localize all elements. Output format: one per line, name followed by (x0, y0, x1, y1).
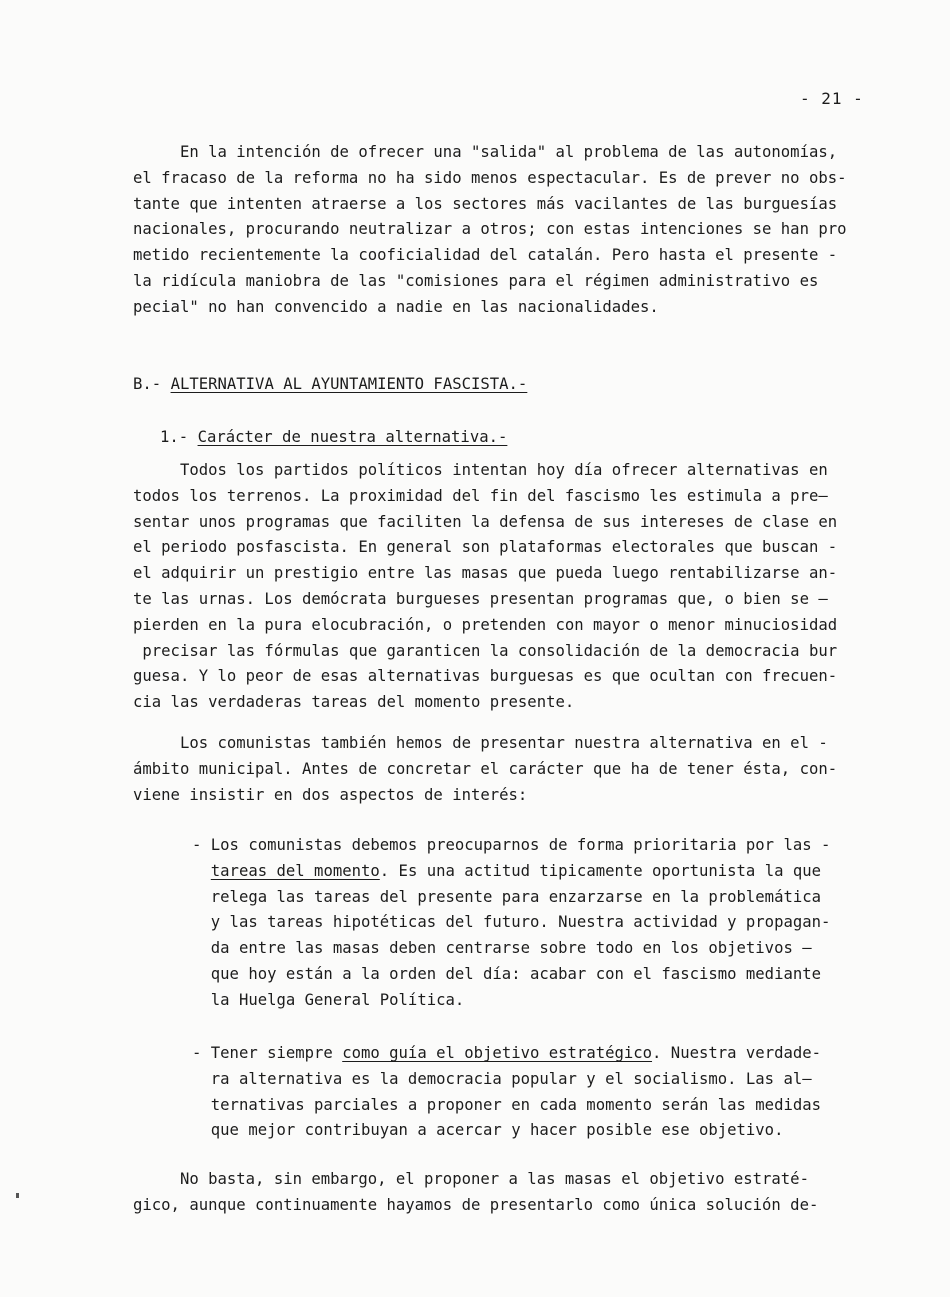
bullet-objetivo-estrategico (192, 1041, 892, 1144)
subsection-heading-1-title: Carácter de nuestra alternativa.- (197, 428, 508, 446)
text-line: la ridícula maniobra de las "comisiones para el régimen administrativo es (133, 271, 819, 290)
text-line: ternativas parciales a proponer en cada momento serán las medidas (192, 1095, 822, 1114)
text-line: viene insistir en dos aspectos de interés: (133, 785, 528, 804)
text-line: tareas del momento. Es una actitud tipicamente oportunista la que (210, 861, 822, 880)
bullet-tareas-del-momento (192, 833, 892, 1014)
text-line: el periodo posfascista. En general son plataformas electorales que buscan - (133, 538, 838, 557)
text-line: relega las tareas del presente para enzarzarse en la problemática (192, 887, 822, 906)
text-line: la Huelga General Política. (192, 990, 465, 1009)
text-line: precisar las fórmulas que garanticen la consolidación de la democracia bur (133, 641, 838, 660)
text-line: - Tener siempre como guía el objetivo estratégico. Nuestra verdade- (192, 1044, 822, 1062)
text-line: Todos los partidos políticos intentan hoy día ofrecer alternativas en (133, 461, 828, 479)
section-heading-b-title: ALTERNATIVA AL AYUNTAMIENTO FASCISTA.- (170, 375, 528, 393)
paragraph-comunistas (133, 731, 873, 808)
text-line: No basta, sin embargo, el proponer a las masas el objetivo estraté- (133, 1170, 809, 1188)
text-line: sentar unos programas que faciliten la defensa de sus intereses de clase en (133, 512, 838, 531)
text-line: que mejor contribuyan a acercar y hacer posible ese objetivo. (192, 1121, 784, 1140)
page-number: - 21 - (800, 89, 864, 108)
text-line: ámbito municipal. Antes de concretar el carácter que ha de tener ésta, con- (133, 759, 838, 778)
text-line: tante que intenten atraerse a los sectores más vacilantes de las burguesías (133, 194, 838, 213)
text-line: pierden en la pura elocubración, o pretenden con mayor o menor minuciosidad (133, 615, 838, 634)
text-line: todos los terrenos. La proximidad del fin del fascismo les estimula a pre— (133, 486, 828, 505)
text-line: metido recientemente la cooficialidad del catalán. Pero hasta el presente - (133, 246, 838, 265)
underlined-phrase: como guía el objetivo estratégico (342, 1044, 653, 1062)
section-heading-b-prefix: B.- (133, 375, 171, 393)
scan-speck (16, 1193, 19, 1198)
text-line: Los comunistas también hemos de presentar nuestra alternativa en el - (133, 734, 828, 752)
text-line: da entre las masas deben centrarse sobre todo en los objetivos — (192, 939, 812, 958)
section-heading-b (133, 371, 527, 397)
text-line: el fracaso de la reforma no ha sido menos espectacular. Es de prever no obs- (133, 168, 847, 187)
text-line: nacionales, procurando neutralizar a otros; con estas intenciones se han pro (133, 220, 847, 239)
text-line: ra alternativa es la democracia popular y el socialismo. Las al— (192, 1069, 812, 1088)
underlined-phrase: tareas del momento (210, 861, 380, 880)
text-line: y las tareas hipotéticas del futuro. Nuestra actividad y propagan- (192, 913, 831, 932)
text-line: que hoy están a la orden del día: acabar con el fascismo mediante (192, 964, 822, 983)
text-line: En la intención de ofrecer una "salida" al problema de las autonomías, (133, 143, 838, 161)
text-line: gico, aunque continuamente hayamos de presentarlo como única solución de- (133, 1195, 819, 1214)
subsection-heading-1-prefix: 1.- (160, 428, 198, 446)
text-line: cia las verdaderas tareas del momento presente. (133, 693, 575, 712)
paragraph-partidos (133, 458, 873, 716)
text-line: pecial" no han convencido a nadie en las nacionalidades. (133, 297, 659, 316)
text-line: guesa. Y lo peor de esas alternativas burguesas es que ocultan con frecuen- (133, 667, 838, 686)
text-line: - Los comunistas debemos preocuparnos de forma prioritaria por las - (192, 836, 831, 854)
text-line: te las urnas. Los demócrata burgueses presentan programas que, o bien se — (133, 589, 828, 608)
text-line: el adquirir un prestigio entre las masas que pueda luego rentabilizarse an- (133, 564, 838, 583)
subsection-heading-1 (160, 424, 507, 450)
paragraph-autonomias (133, 140, 873, 321)
paragraph-no-basta (133, 1167, 873, 1219)
